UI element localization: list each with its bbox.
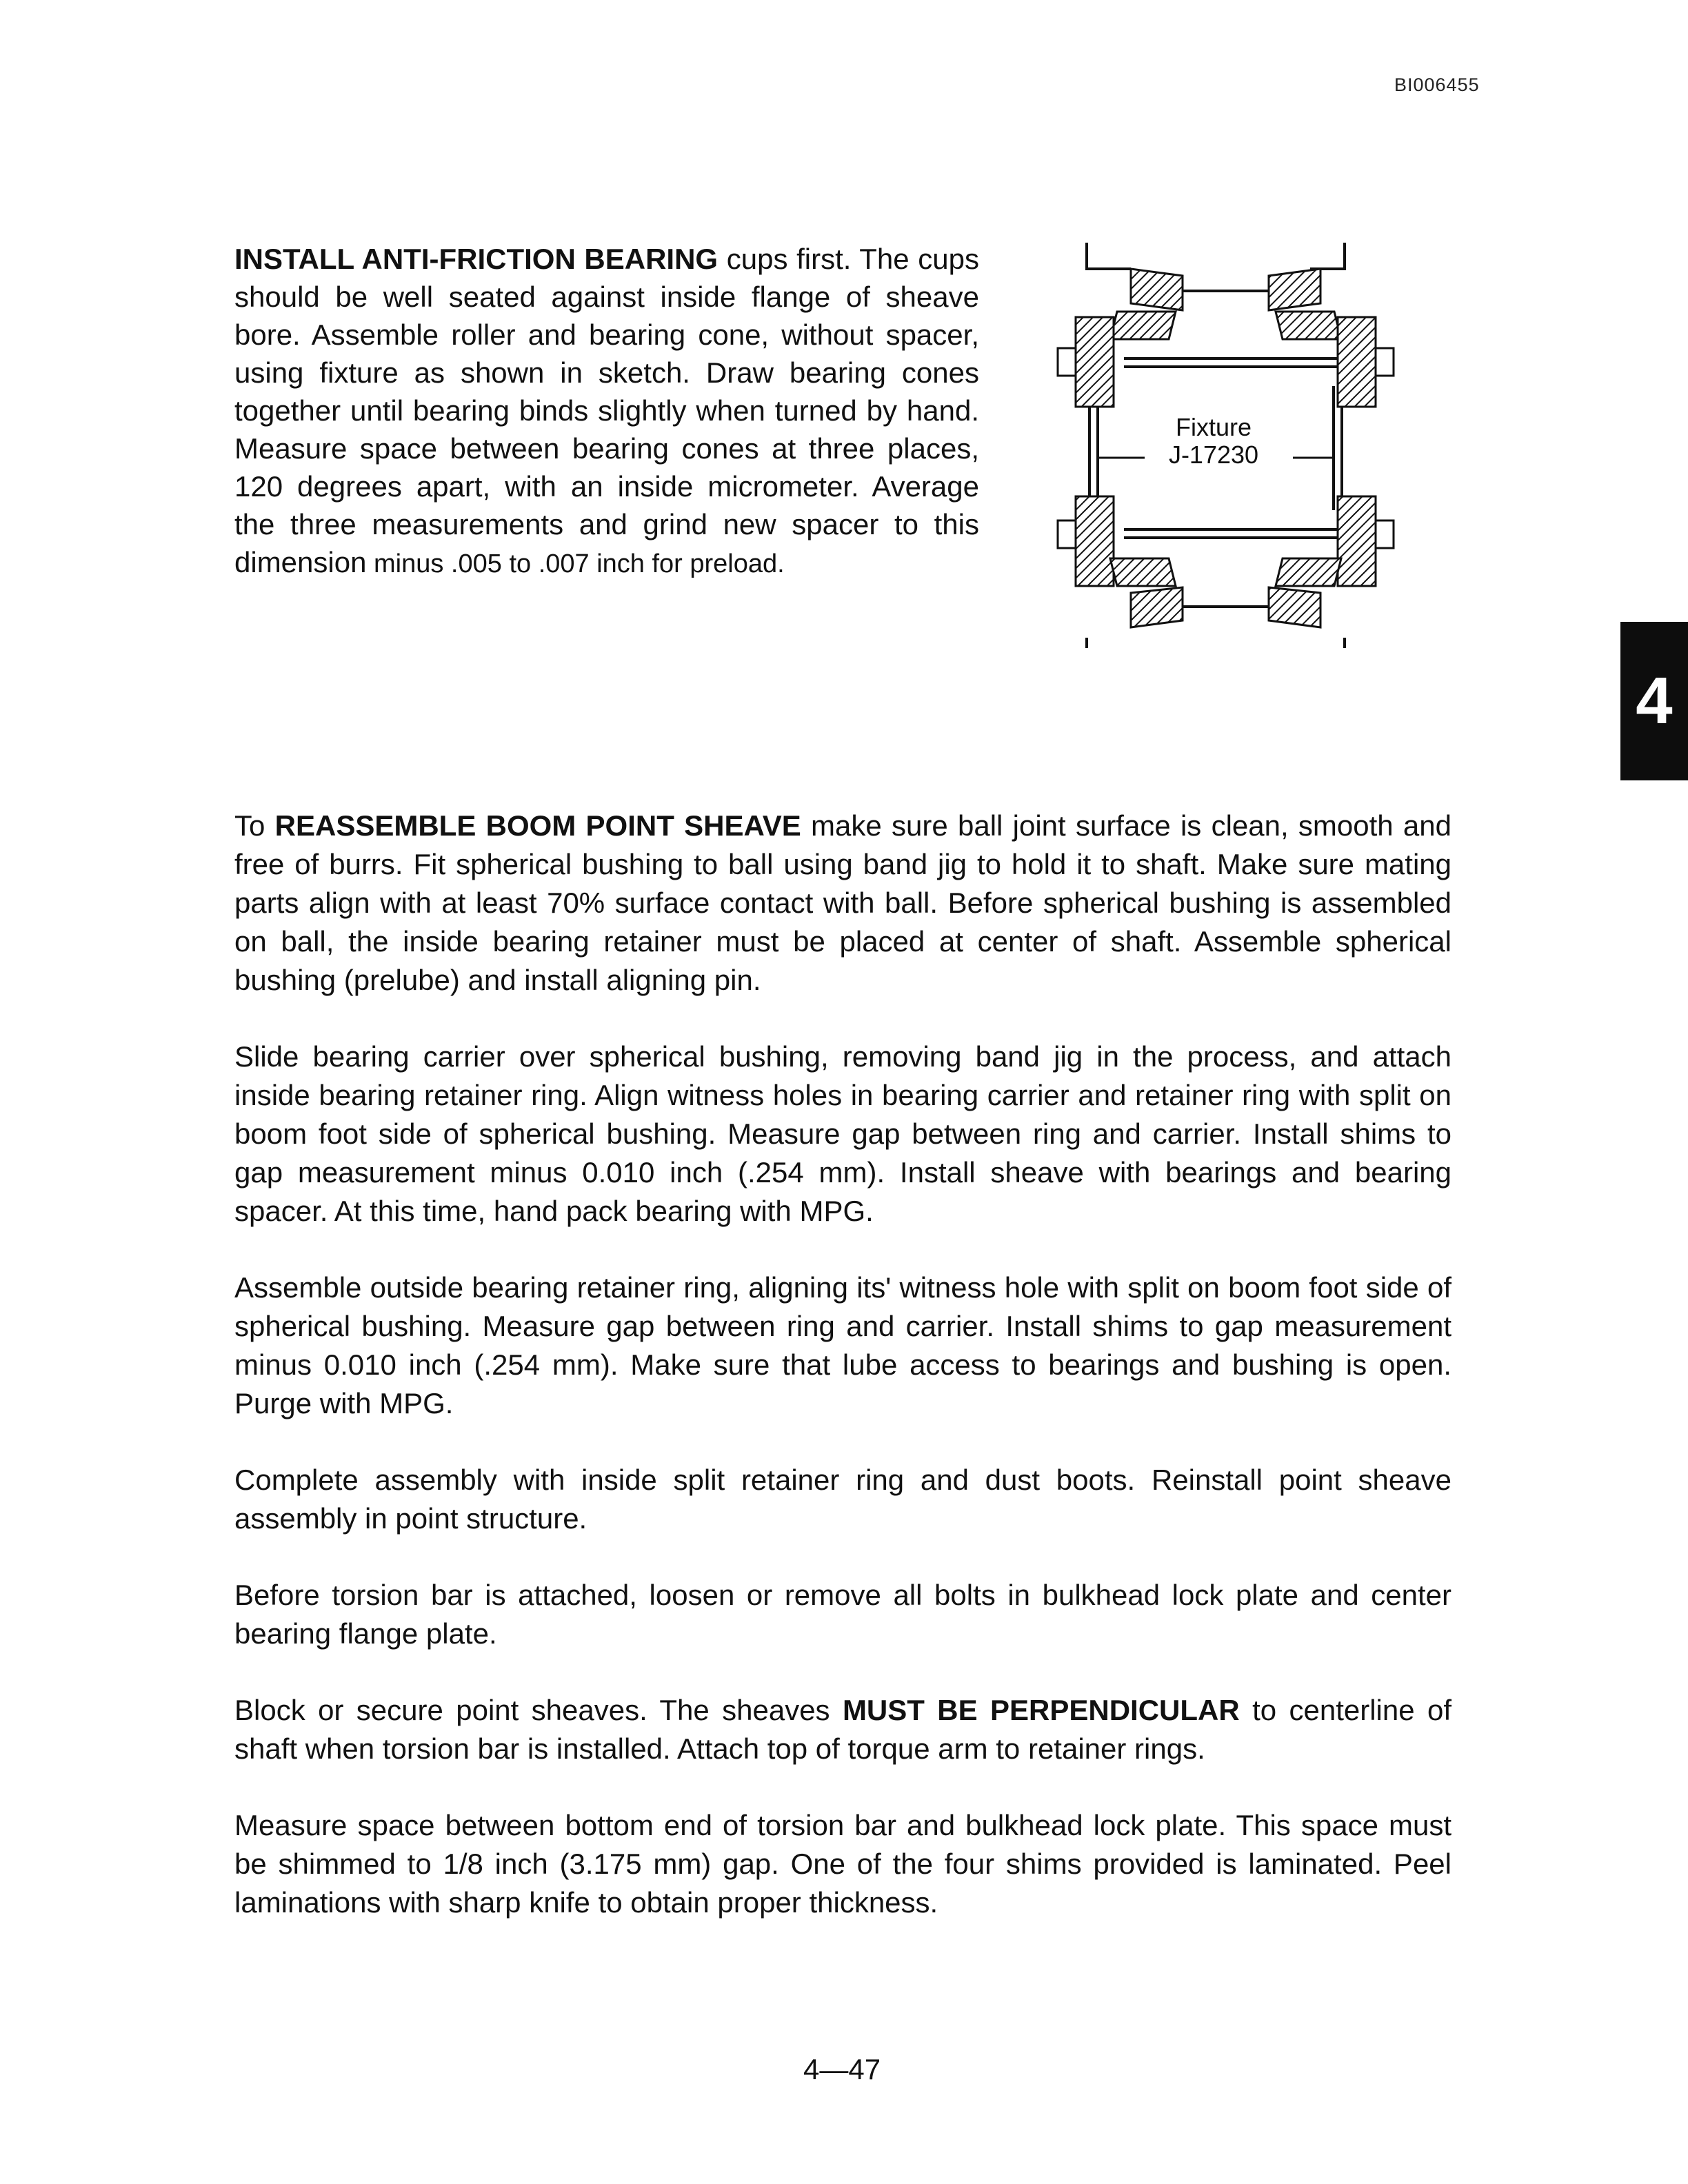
page-number: 4—47: [803, 2053, 881, 2085]
bearing-top-left: [1058, 269, 1183, 407]
bearing-bottom-left: [1058, 496, 1183, 627]
reassemble-paragraph: [234, 807, 1451, 1000]
bearing-carrier-paragraph: Slide bearing carrier over spherical bushing, removing band jig in the process, and attach inside bearing retainer ring. Align witness holes in bearing carrier and retainer ring with split on boom foot side of spherical bushing. Measure gap between ring and carrier. Install shims to gap measurement minus 0.010 inch (.254 mm). Install sheave with bearings and bearing spacer. At this time, hand pack bearing with MPG.: [234, 1040, 1451, 1227]
block-sheaves-text: to centerline of shaft when torsion bar is installed. Attach top of torque arm to retainer rings.: [234, 1694, 1451, 1765]
measure-space-paragraph: Measure space between bottom end of torsion bar and bulkhead lock plate. This space must be shimmed to 1/8 inch (3.175 mm) gap. One of the four shims provided is laminated. Peel laminations with sharp knife to obtain proper thickness.: [234, 1809, 1451, 1919]
reassemble-lead: To: [234, 809, 275, 842]
install-bearing-text: cups first. The cups should be well seated against inside flange of sheave bore. Assemble roller and bearing cone, without spacer, using fixture as shown in sketch. Draw bearing cones together until bearing binds slightly when turned by hand. Measure space between bearing cones at three places, 120 degrees apart, with an inside micrometer. Average the three measurements and grind new spacer to this dimension: [234, 243, 979, 578]
complete-assembly-paragraph: Complete assembly with inside split retainer ring and dust boots. Reinstall point sheave assembly in point structure.: [234, 1464, 1451, 1535]
outside-retainer-paragraph: Assemble outside bearing retainer ring, aligning its' witness hole with split on boom foot side of spherical bushing. Measure gap between ring and carrier. Install shims to gap measurement minus 0.010 inch (.254 mm). Make sure that lube access to bearings and bushing is open. Purge with MPG.: [234, 1271, 1451, 1419]
fixture-part-number: J-17230: [1168, 441, 1259, 469]
document-id: BI006455: [1394, 74, 1480, 95]
reassemble-heading: REASSEMBLE BOOM POINT SHEAVE: [274, 809, 801, 842]
reassemble-text: make sure ball joint surface is clean, smooth and free of burrs. Fit spherical bushing to ball using band jig to hold it to shaft. Make sure mating parts align with at least 70% surface contact with ball. Before spherical bushing is assembled on ball, the inside bearing retainer must be placed at center of shaft. Assemble spherical bushing (prelube) and install aligning pin.: [234, 809, 1452, 996]
fixture-label: Fixture: [1175, 413, 1252, 441]
bearing-top-right: [1269, 269, 1394, 407]
bearing-bottom-right: [1269, 496, 1394, 627]
section-tab: 4: [1620, 622, 1688, 780]
procedure-text: [234, 807, 1451, 1960]
block-sheaves-paragraph: [234, 1691, 1451, 1768]
torsion-bar-paragraph: Before torsion bar is attached, loosen or remove all bolts in bulkhead lock plate and center bearing flange plate.: [234, 1579, 1451, 1650]
perpendicular-warning: MUST BE PERPENDICULAR: [842, 1694, 1240, 1726]
install-bearing-text-end: minus .005 to .007 inch for preload.: [366, 549, 785, 578]
install-bearing-paragraph: [234, 240, 979, 583]
install-bearing-heading: INSTALL ANTI-FRICTION BEARING: [234, 243, 719, 275]
block-sheaves-lead: Block or secure point sheaves. The sheaves: [234, 1694, 843, 1726]
bearing-fixture-sketch: [1048, 234, 1420, 662]
